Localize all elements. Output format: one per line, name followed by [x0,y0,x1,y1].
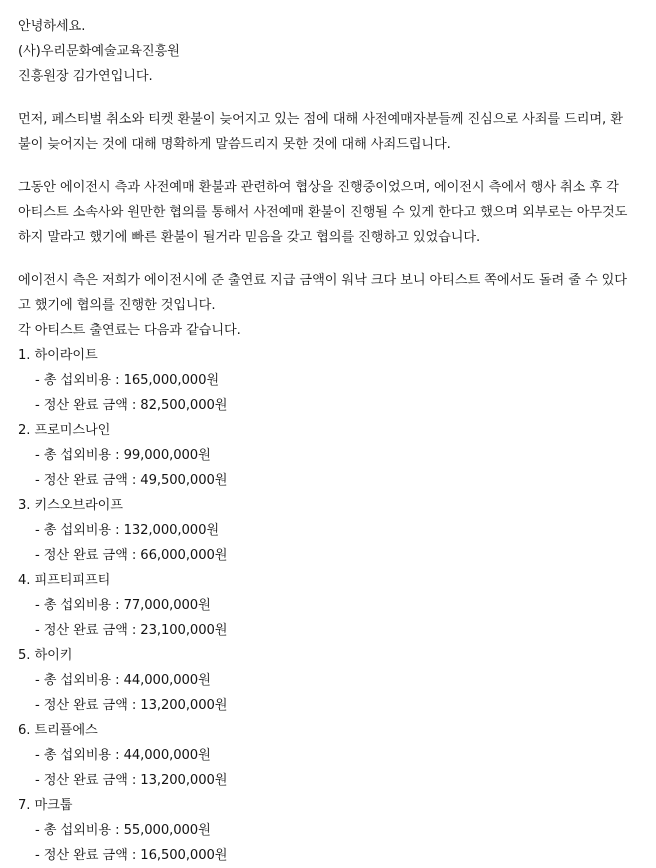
list-item [18,418,634,493]
paragraph-apology: 먼저, 페스티벌 취소와 티켓 환불이 늦어지고 있는 점에 대해 사전예매자분들께 진심으로 사죄를 드리며, 환불이 늦어지는 것에 대해 명확하게 말씀드리지 못한 것에 대해 사죄드립니다. [18,112,623,152]
artist-name: 4. 피프티피프티 [18,573,111,588]
list-item [18,343,634,418]
list-item [18,718,634,793]
artist-list-title: 각 아티스트 출연료는 다음과 같습니다. [18,323,241,338]
artist-total-fee: - 총 섭외비용 : 44,000,000원 [35,673,211,688]
artist-name: 5. 하이키 [18,648,73,663]
artist-name: 2. 프로미스나인 [18,423,111,438]
paragraph-agency-fee: 에이전시 측은 저희가 에이전시에 준 출연료 지급 금액이 워낙 크다 보니 아티스트 쪽에서도 돌려 줄 수 있다고 했기에 협의를 진행한 것입니다. [18,273,627,313]
artist-name: 3. 키스오브라이프 [18,498,123,513]
artist-settled-amount: - 정산 완료 금액 : 13,200,000원 [35,773,228,788]
artist-settled-amount: - 정산 완료 금액 : 23,100,000원 [35,623,228,638]
artist-name: 7. 마크툽 [18,798,73,813]
artist-total-fee: - 총 섭외비용 : 165,000,000원 [35,373,220,388]
artist-settled-amount: - 정산 완료 금액 : 49,500,000원 [35,473,228,488]
greeting-line-2: (사)우리문화예술교육진흥원 [18,44,180,59]
artist-list [18,343,634,868]
artist-total-fee: - 총 섭외비용 : 44,000,000원 [35,748,211,763]
artist-total-fee: - 총 섭외비용 : 55,000,000원 [35,823,211,838]
paragraph-negotiation: 그동안 에이전시 측과 사전예매 환불과 관련하여 협상을 진행중이었으며, 에이전시 측에서 행사 취소 후 각 아티스트 소속사와 원만한 협의를 통해서 사전예매 환불이 진행될 수 있게 한다고 했으며 외부로는 아무것도 하지 말라고 했기에 빠른 환불이 될거라 믿음을 갖고 협의를 진행하고 있었습니다. [18,180,628,245]
artist-name: 6. 트리플에스 [18,723,98,738]
greeting-line-1: 안녕하세요. [18,19,86,34]
artist-name: 1. 하이라이트 [18,348,98,363]
artist-settled-amount: - 정산 완료 금액 : 66,000,000원 [35,548,228,563]
greeting-block [18,14,634,89]
artist-total-fee: - 총 섭외비용 : 99,000,000원 [35,448,211,463]
list-item [18,793,634,868]
artist-settled-amount: - 정산 완료 금액 : 13,200,000원 [35,698,228,713]
artist-total-fee: - 총 섭외비용 : 77,000,000원 [35,598,211,613]
list-item [18,643,634,718]
list-item [18,493,634,568]
list-item [18,568,634,643]
artist-settled-amount: - 정산 완료 금액 : 82,500,000원 [35,398,228,413]
greeting-line-3: 진흥원장 김가연입니다. [18,69,153,84]
artist-total-fee: - 총 섭외비용 : 132,000,000원 [35,523,220,538]
artist-settled-amount: - 정산 완료 금액 : 16,500,000원 [35,848,228,863]
